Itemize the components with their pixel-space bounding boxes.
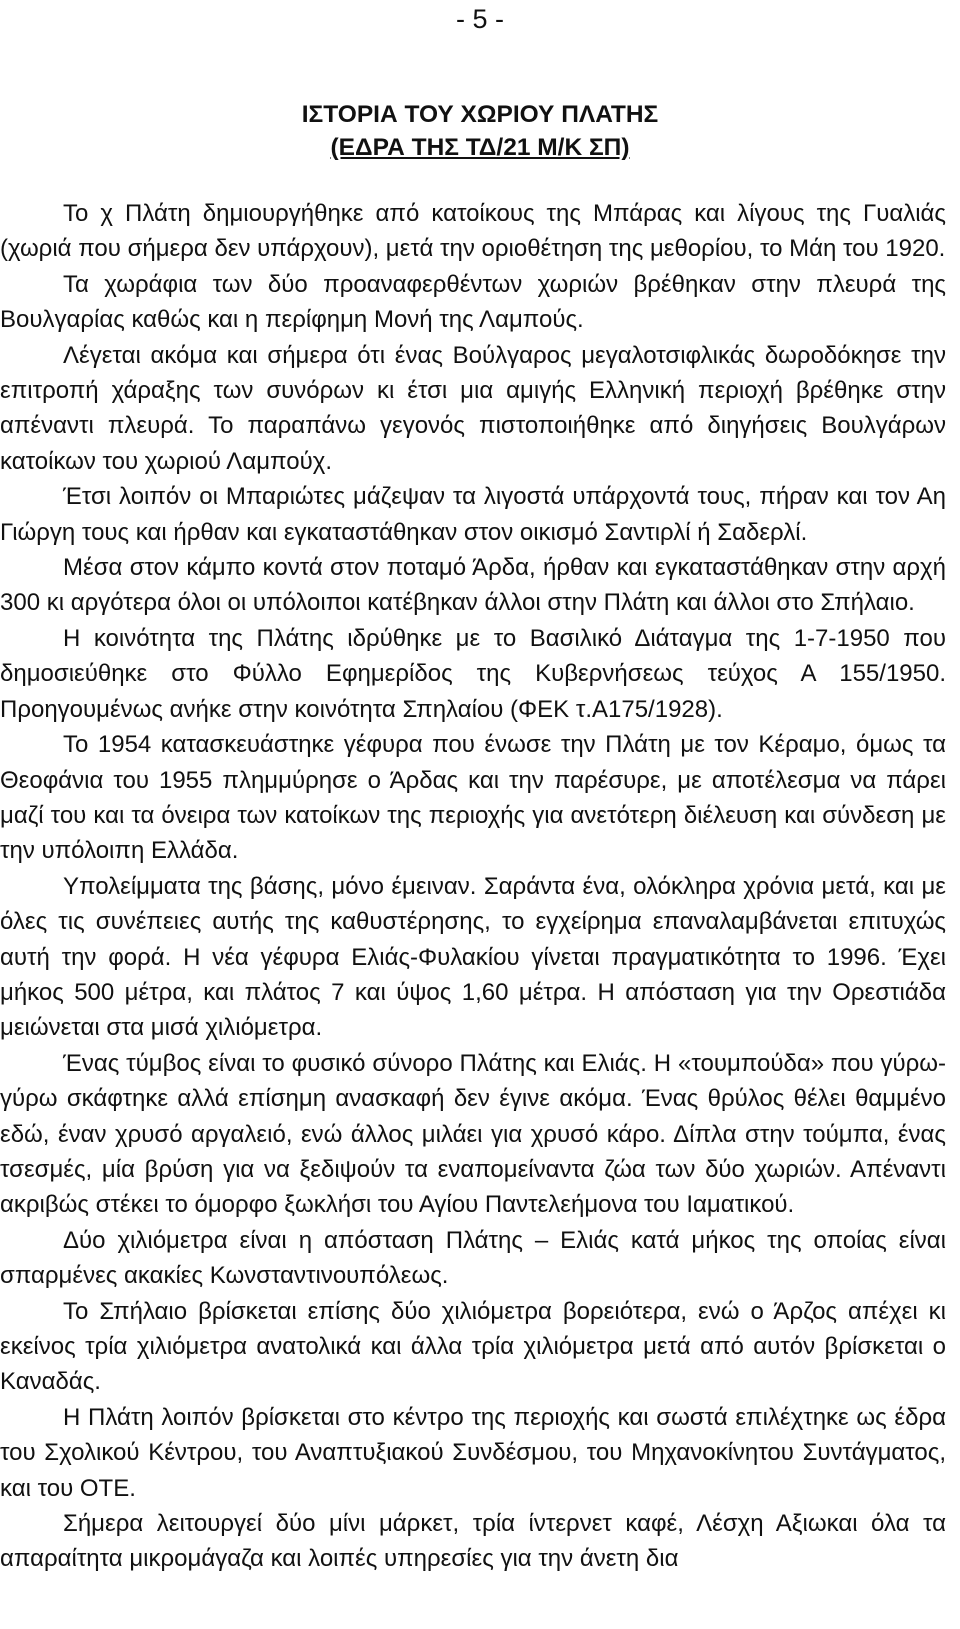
paragraph-fields: Τα χωράφια των δύο προαναφερθέντων χωριών βρέθηκαν στην πλευρά της Βουλγαρίας καθώς και η περίφημη Μονή της Λαμπούς. bbox=[0, 270, 946, 334]
paragraph-today: Σήμερα λειτουργεί δύο μίνι μάρκετ, τρία ίντερνετ καφέ, Λέσχη Αξιωκαι όλα τα απαραίτητα μικρομάγαζα και λοιπές υπηρεσίες για την άνετη δια bbox=[0, 1510, 946, 1573]
paragraph-border-legend: Λέγεται ακόμα και σήμερα ότι ένας Βούλγαρος μεγαλοτσιφλικάς δωροδόκησε την επιτροπή χάραξης των συνόρων κι έτσι μια αμιγής Ελληνική περιοχή βρέθηκε στην απέναντι πλευρά. Το παραπάνω γεγονός πιστοποιήθηκε από διηγήσεις Βουλγάρων κατοίκων του χωριού Λαμπούχ. bbox=[0, 341, 946, 475]
body-text bbox=[0, 196, 946, 1577]
paragraph-settlement: Έτσι λοιπόν οι Μπαριώτες μάζεψαν τα λιγοστά υπάρχοντά τους, πήραν και τον Αη Γιώργη τους και ήρθαν και εγκαταστάθηκαν στον οικισμό Σαντιρλί ή Σαδερλί. bbox=[0, 483, 946, 546]
paragraph-center: Η Πλάτη λοιπόν βρίσκεται στο κέντρο της περιοχής και σωστά επιλέχτηκε ως έδρα του Σχολικού Κέντρου, του Αναπτυξιακού Συνδέσμου, του Μηχανοκίνητου Συντάγματος, και του ΟΤΕ. bbox=[0, 1403, 946, 1502]
paragraph-distance: Δύο χιλιόμετρα είναι η απόσταση Πλάτης – Ελιάς κατά μήκος της οποίας είναι σπαρμένες ακακίες Κωνσταντινουπόλεως. bbox=[0, 1226, 946, 1290]
paragraph-tumulus: Ένας τύμβος είναι το φυσικό σύνορο Πλάτης και Ελιάς. Η «τουμπούδα» που γύρω-γύρω σκάφτηκε αλλά επίσημη ανασκαφή δεν έγινε ακόμα. Ένας θρύλος θέλει θαμμένο εδώ, έναν χρυσό αργαλειό, ενώ άλλος μιλάει για χρυσό κάρο. Δίπλα στην τούμπα, ένας τσεσμές, μία βρύση για να ξεδιψούν τα εναπομείναντα ζώα των δύο χωριών. Απέναντι ακριβώς στέκει το όμορφο ξωκλήσι του Αγίου Παντελεήμονα του Ιαματικού. bbox=[0, 1049, 946, 1219]
paragraph-arda-plain: Μέσα στον κάμπο κοντά στον ποταμό Άρδα, ήρθαν και εγκαταστάθηκαν στην αρχή 300 κι αργότερα όλοι οι υπόλοιποι κατέβηκαν άλλοι στην Πλάτη και άλλοι στο Σπήλαιο. bbox=[0, 554, 946, 617]
title-main: ΙΣΤΟΡΙΑ ΤΟΥ ΧΩΡΙΟΥ ΠΛΑΤΗΣ bbox=[301, 101, 659, 128]
paragraph-neighbors: Το Σπήλαιο βρίσκεται επίσης δύο χιλιόμετρα βορειότερα, ενώ ο Άρζος απέχει κι εκείνος τρία χιλιόμετρα ανατολικά και άλλα τρία χιλιόμετρα μετά από αυτόν βρίσκεται ο Καναδάς. bbox=[0, 1297, 946, 1396]
page-number: - 5 - bbox=[455, 4, 504, 34]
paragraph-community-founding: Η κοινότητα της Πλάτης ιδρύθηκε με το Βασιλικό Διάταγμα της 1-7-1950 που δημοσιεύθηκε στο Φύλλο Εφημερίδος της Κυβερνήσεως τεύχος Α 155/1950. Προηγουμένως ανήκε στην κοινότητα Σπηλαίου (ΦΕΚ τ.Α175/1928). bbox=[0, 624, 946, 723]
paragraph-origin: Το χ Πλάτη δημιουργήθηκε από κατοίκους της Μπάρας και λίγους της Γυαλιάς (χωριά που σήμερα δεν υπάρχουν), μετά την οριοθέτηση της μεθορίου, το Μάη του 1920. bbox=[0, 200, 946, 263]
document-title bbox=[0, 98, 960, 164]
paragraph-new-bridge: Υπολείμματα της βάσης, μόνο έμειναν. Σαράντα ένα, ολόκληρα χρόνια μετά, και με όλες τις συνέπειες αυτής της καθυστέρησης, το εγχείρημα επαναλαμβάνεται επιτυχώς αυτή την φορά. Η νέα γέφυρα Ελιάς-Φυλακίου γίνεται πραγματικότητα το 1996. Έχει μήκος 500 μέτρα, και πλάτος 7 και ύψος 1,60 μέτρα. Η απόσταση για την Ορεστιάδα μειώνεται στα μισά χιλιόμετρα. bbox=[0, 872, 946, 1042]
title-subtitle: (ΕΔΡΑ ΤΗΣ ΤΔ/21 Μ/Κ ΣΠ) bbox=[330, 134, 630, 161]
paragraph-first-bridge: Το 1954 κατασκευάστηκε γέφυρα που ένωσε την Πλάτη με τον Κέραμο, όμως τα Θεοφάνια του 1955 πλημμύρησε ο Άρδας και την παρέσυρε, με αποτέλεσμα να πάρει μαζί του και τα όνειρα των κατοίκων της περιοχής για ανετότερη διέλευση και σύνδεση με την υπόλοιπη Ελλάδα. bbox=[0, 731, 946, 865]
